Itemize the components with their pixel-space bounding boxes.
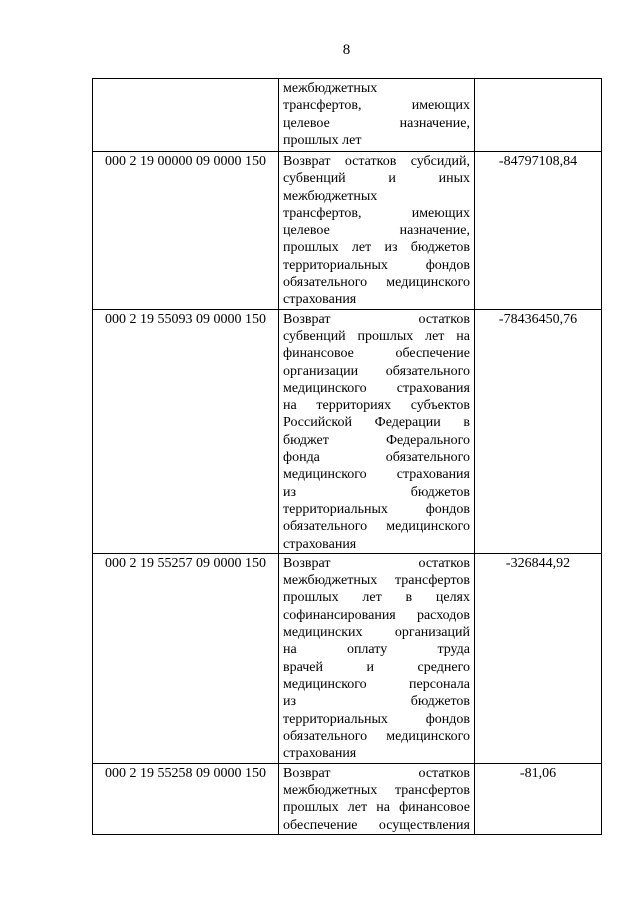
budget-returns-table: [92, 78, 602, 835]
description-line: софинансирования расходов: [283, 607, 470, 623]
description-cell: [279, 152, 475, 310]
page-number: 8: [342, 42, 351, 58]
description-cell: [279, 79, 475, 152]
description-line: из бюджетов: [283, 694, 470, 710]
description-line: территориальных фондов: [283, 501, 470, 517]
description-line: прошлых лет из бюджетов: [283, 240, 470, 256]
description-line: территориальных фондов: [283, 257, 470, 273]
description-line: межбюджетных трансфертов: [283, 573, 470, 589]
description-line: обеспечение осуществления: [283, 817, 470, 833]
table-row: [93, 152, 602, 310]
description-line: страхования: [283, 746, 357, 762]
description-cell: [279, 309, 475, 553]
description-line: медицинского страхования: [283, 467, 470, 483]
description-line: на территориях субъектов: [283, 398, 470, 414]
amount-cell: -81,06: [475, 763, 602, 834]
description-line: обязательного медицинского: [283, 519, 470, 535]
description-line: на оплату труда: [283, 642, 470, 658]
description-line: прошлых лет на финансовое: [283, 800, 470, 816]
description-line: Возврат остатков: [283, 765, 470, 781]
description-line: медицинского персонала: [283, 676, 470, 692]
description-line: Российской Федерации в: [283, 415, 470, 431]
description-line: обязательного медицинского: [283, 275, 470, 291]
description-line: прошлых лет: [283, 132, 362, 148]
description-line: межбюджетных трансфертов: [283, 783, 470, 799]
description-line: бюджет Федерального: [283, 432, 470, 448]
description-line: целевое назначение,: [283, 115, 470, 131]
description-line: трансфертов, имеющих: [283, 98, 470, 114]
description-line: субвенций и иных: [283, 171, 470, 187]
description-line: страхования: [283, 292, 357, 308]
code-cell: 000 2 19 55093 09 0000 150: [93, 309, 279, 553]
description-line: фонда обязательного: [283, 450, 470, 466]
code-cell: [93, 79, 279, 152]
description-line: целевое назначение,: [283, 223, 470, 239]
description-line: медицинских организаций: [283, 625, 470, 641]
amount-cell: -326844,92: [475, 553, 602, 763]
description-line: межбюджетных: [283, 188, 378, 204]
description-line: из бюджетов: [283, 484, 470, 500]
description-line: субвенций прошлых лет на: [283, 328, 470, 344]
code-cell: 000 2 19 55258 09 0000 150: [93, 763, 279, 834]
description-line: трансфертов, имеющих: [283, 205, 470, 221]
code-cell: 000 2 19 55257 09 0000 150: [93, 553, 279, 763]
description-line: Возврат остатков субсидий,: [283, 154, 470, 169]
amount-cell: -78436450,76: [475, 309, 602, 553]
code-cell: 000 2 19 00000 09 0000 150: [93, 152, 279, 310]
description-line: медицинского страхования: [283, 380, 470, 396]
amount-cell: [475, 79, 602, 152]
description-line: врачей и среднего: [283, 659, 470, 675]
description-line: межбюджетных: [283, 81, 378, 96]
amount-cell: -84797108,84: [475, 152, 602, 310]
description-line: прошлых лет в целях: [283, 590, 470, 606]
description-line: Возврат остатков: [283, 311, 470, 327]
description-cell: [279, 763, 475, 834]
description-line: Возврат остатков: [283, 555, 470, 571]
table-row: [93, 553, 602, 763]
description-line: страхования: [283, 536, 357, 552]
description-line: организации обязательного: [283, 363, 470, 379]
table-row: [93, 763, 602, 834]
table-row: [93, 79, 602, 152]
description-cell: [279, 553, 475, 763]
description-line: обязательного медицинского: [283, 728, 470, 744]
table-row: [93, 309, 602, 553]
description-line: финансовое обеспечение: [283, 346, 470, 362]
description-line: территориальных фондов: [283, 711, 470, 727]
